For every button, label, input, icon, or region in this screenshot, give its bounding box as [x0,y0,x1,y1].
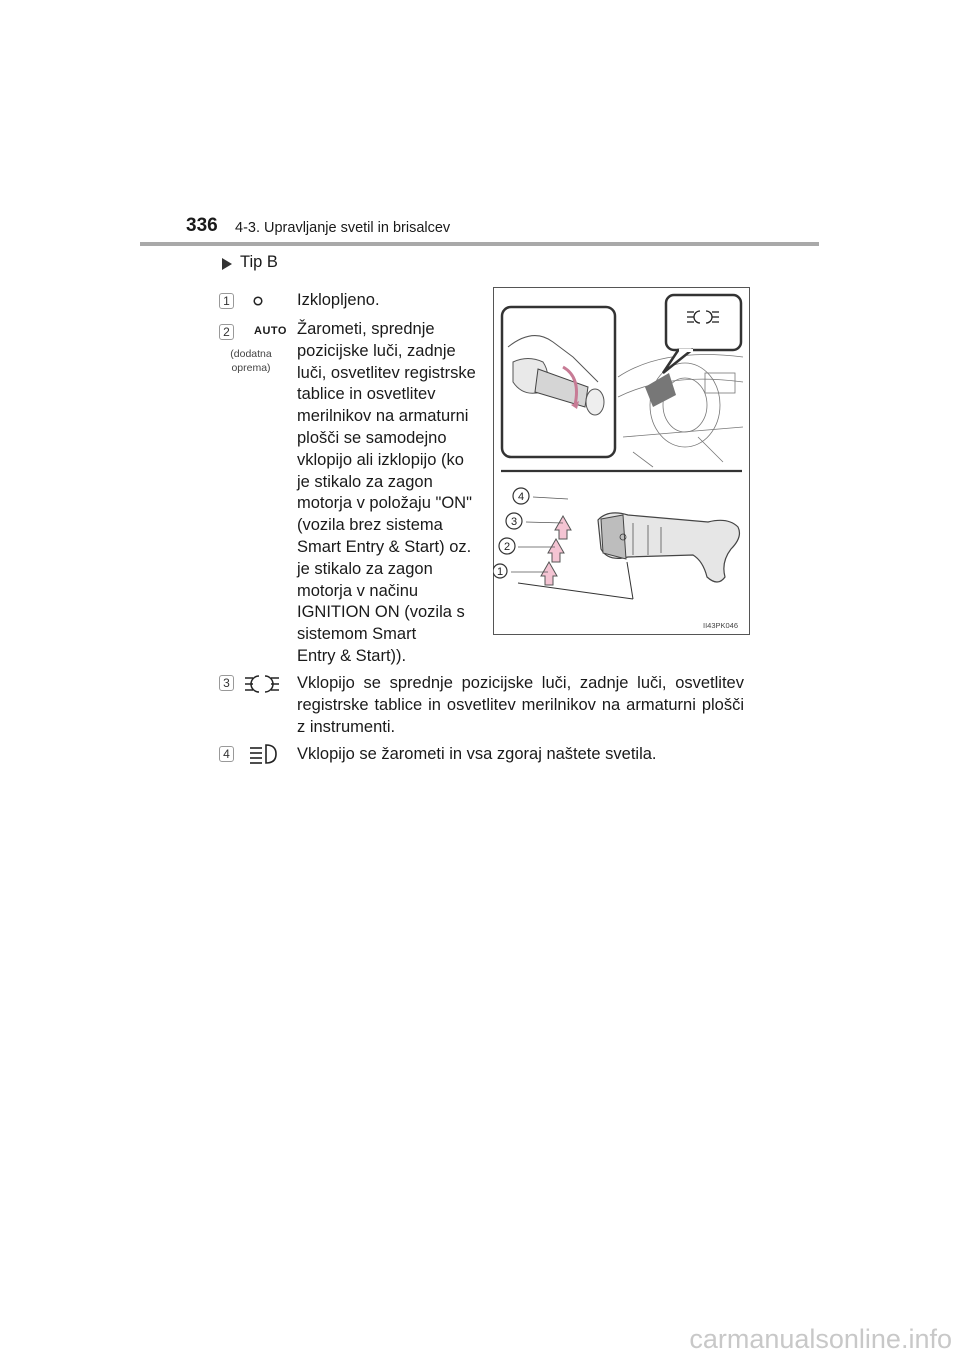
item-number-3: 3 [219,675,234,691]
callout-2: 2 [503,541,511,553]
figure-code: II43PK046 [703,621,739,630]
item-1-text: Izklopljeno. [297,291,380,309]
light-switch-illustration [493,287,750,635]
headlight-icon [246,742,282,766]
item-2-line: IGNITION ON (vozila s [297,603,465,622]
callout-3: 3 [510,516,518,528]
section-title: 4-3. Upravljanje svetil in brisalcev [235,220,451,236]
item-2-line: plošči se samodejno [297,428,447,447]
watermark-text: carmanualsonline.info [689,1324,952,1354]
item-2-line: motorja v načinu [297,581,419,600]
tip-label: Tip B [240,253,278,271]
optional-equipment-note: (dodatna oprema) [230,348,272,374]
item-2-line: tablice in osvetlitev [297,385,436,404]
parking-lights-icon [243,673,283,695]
item-number-2: 2 [219,324,234,340]
callout-4: 4 [517,491,525,503]
bullet-arrow-icon [222,258,232,270]
page-number: 336 [186,215,218,236]
callout-1: 1 [496,566,504,578]
header-divider [140,242,819,246]
footer-watermark [0,1321,960,1358]
item-2-line: Entry & Start)). [297,646,407,665]
item-2-line: motorja v položaju "ON" [297,494,472,513]
item-2-line: Žarometi, sprednje [297,320,435,338]
item-2-line: je stikalo za zagon [297,559,433,578]
item-2-line: Smart Entry & Start) oz. [297,537,472,556]
hand-inset [502,307,615,457]
auto-icon: AUTO [254,325,287,337]
item-number-4: 4 [219,746,234,762]
item-2-line: (vozila brez sistema [297,516,443,535]
item-number-1: 1 [219,293,234,309]
item-2-line: merilnikov na armaturni [297,407,469,426]
off-circle-icon [252,295,264,307]
item-2-line: je stikalo za zagon [297,472,433,491]
item-2-line: luči, osvetlitev registrske [297,363,476,382]
item-2-line: pozicijske luči, zadnje [297,341,456,360]
item-2-line: vklopijo ali izklopijo (ko [297,450,464,469]
item-2-line: sistemom Smart [297,625,417,644]
item-4-text: Vklopijo se žarometi in vsa zgoraj naštete svetila. [297,745,657,763]
item-3-text: Vklopijo se sprednje pozicijske luči, zadnje luči, osvetlitev registrske tablice in osvetlitev merilnikov na armaturni plošči z instrumenti. [297,674,744,736]
item-2-text [297,319,487,668]
